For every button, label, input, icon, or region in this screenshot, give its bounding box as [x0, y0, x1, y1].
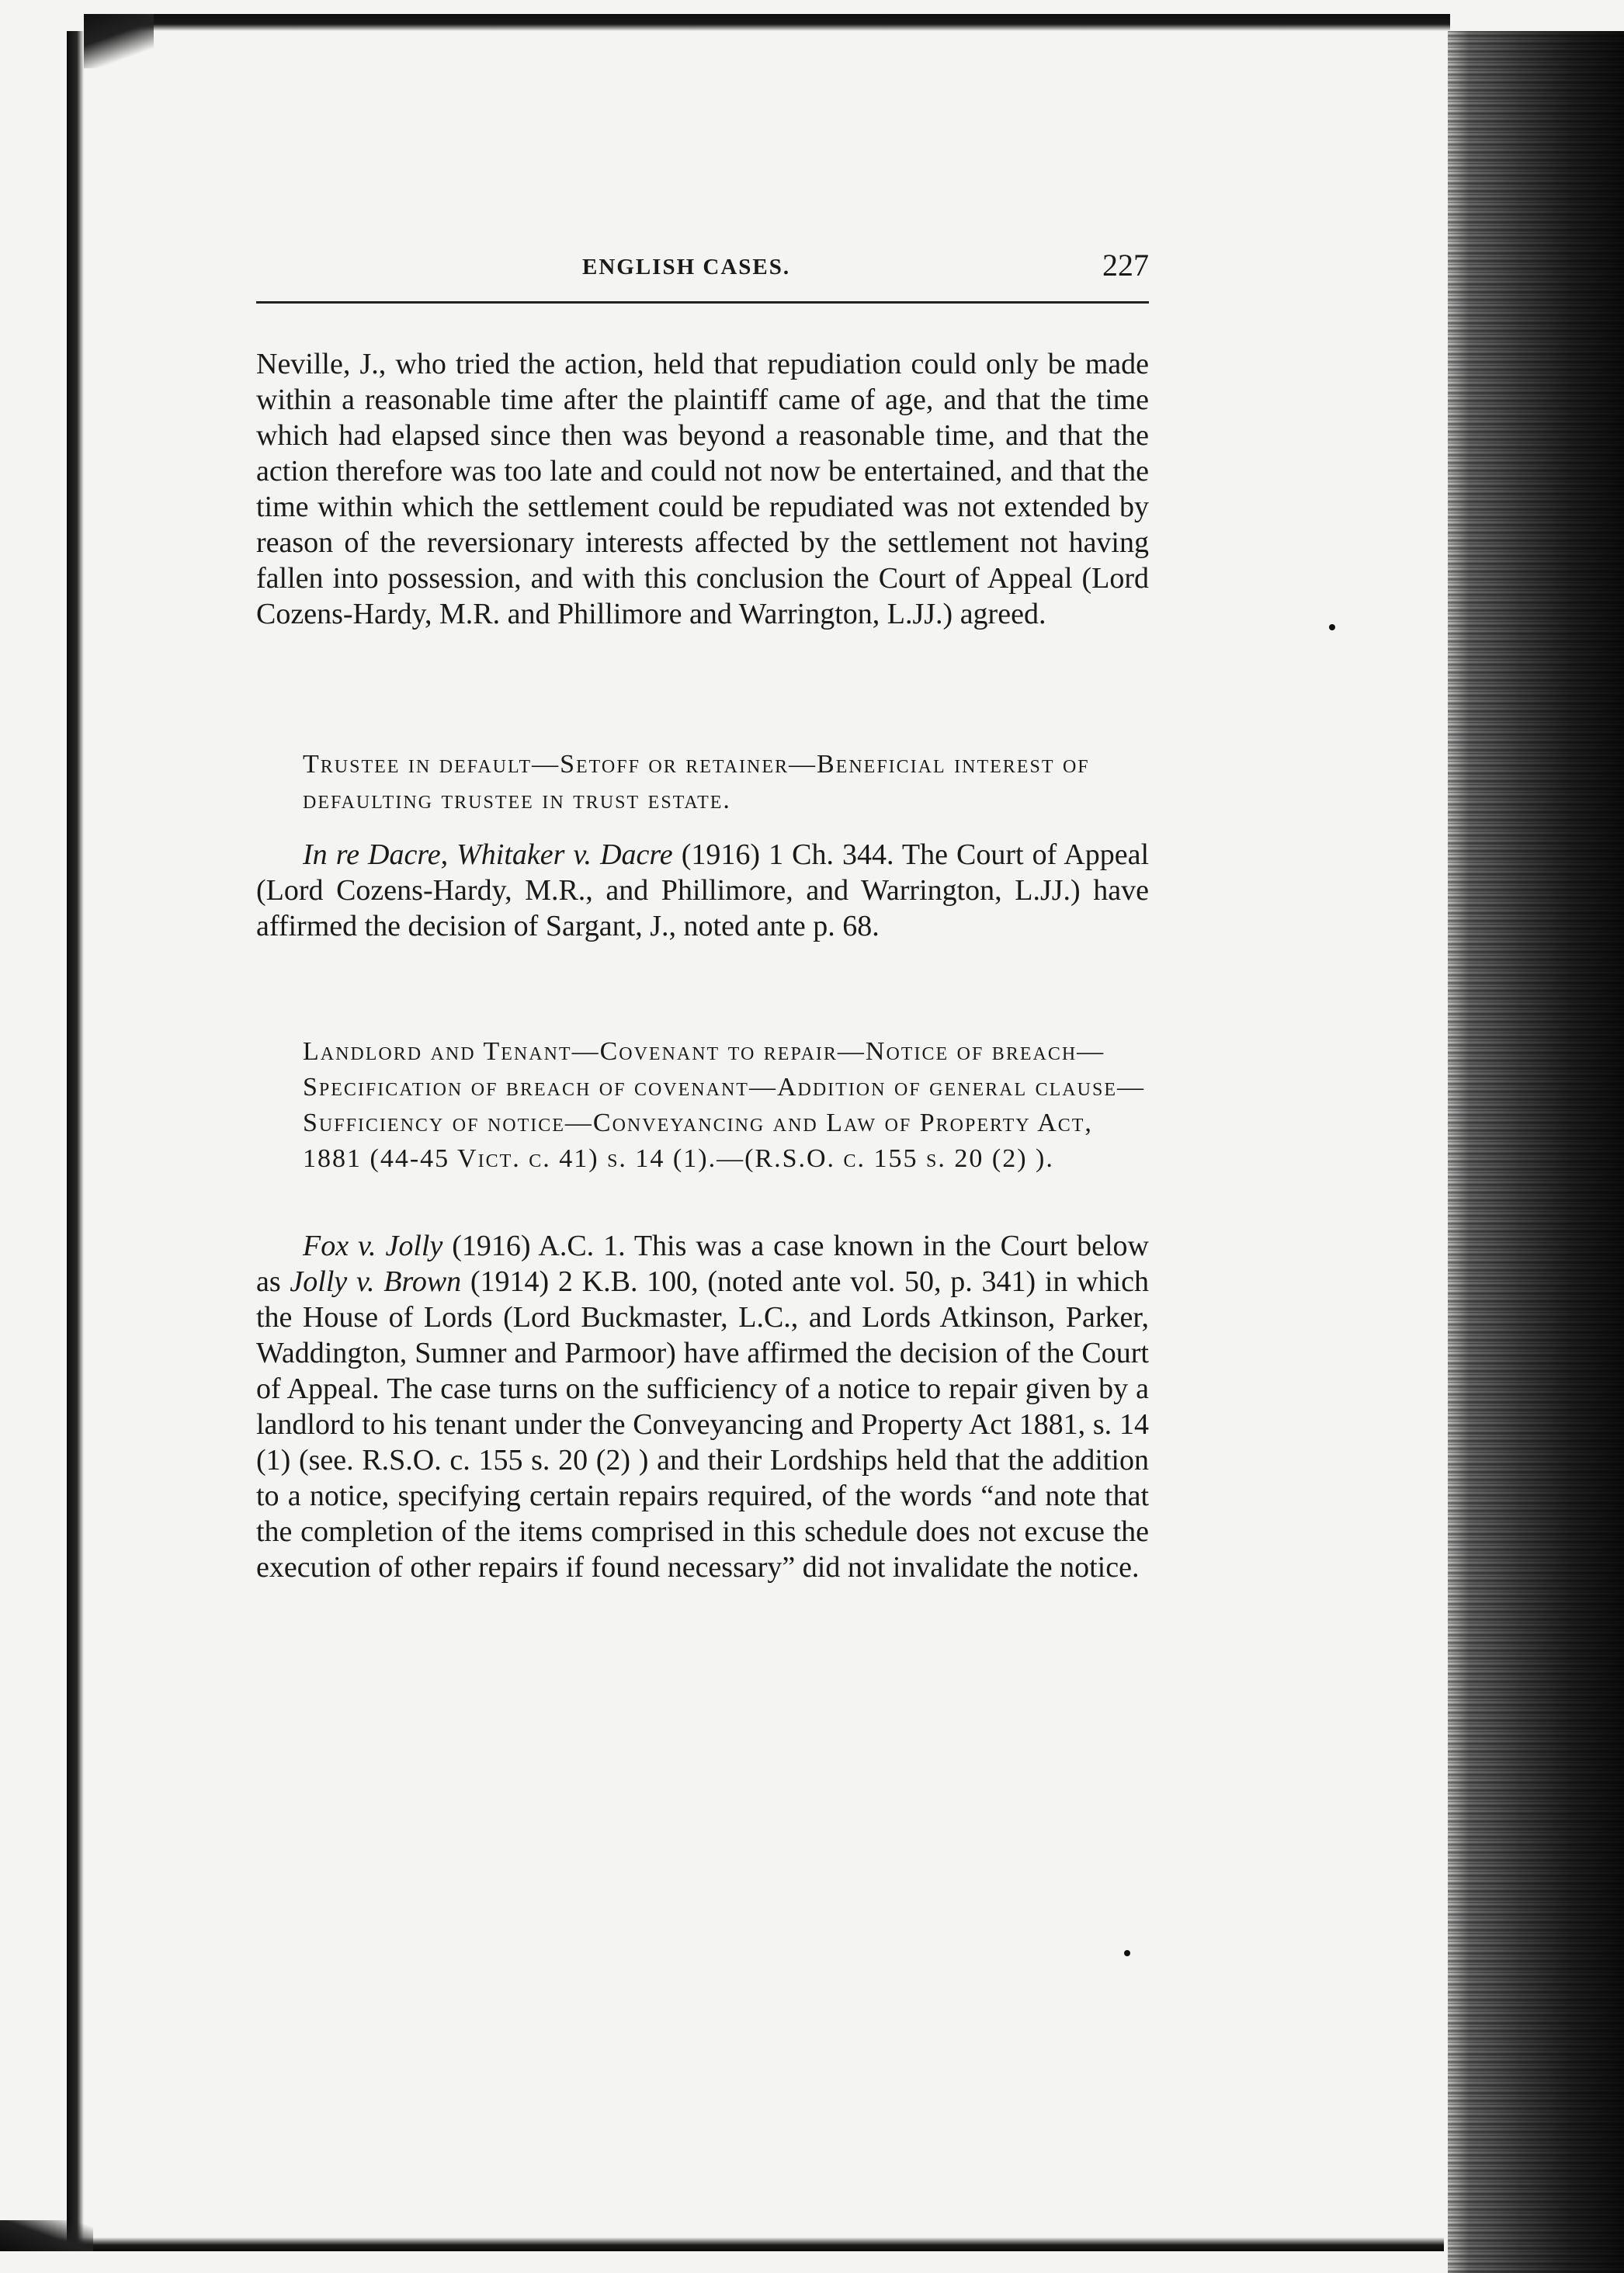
paragraph-3-text-b: (1914) 2 K.B. 100, (noted ante vol. 50, p. 341) in which the House of Lords (Lord Buckmaster, L.C., and Lords Atkinson, Parker, Waddington, Sumner and Parmoor) have affirmed the decision of the Court of Appeal. The case turns on the sufficiency of a notice to repair given by a landlord to his tenant under the Conveyancing and Property Act 1881, s. 14 (1) (see. R.S.O. c. 155 s. 20 (2) ) and their Lordships held that the addition to a notice, specifying certain repairs required, of the words “and note that the completion of the items comprised in this schedule does not excuse the execution of other repairs if found necessary” did not invalidate the notice. [256, 1265, 1149, 1584]
page-number: 227 [1102, 248, 1149, 283]
section-heading-trustee-in-default [256, 747, 1149, 818]
paragraph-2-text: (1916) 1 Ch. 344. The Court of Appeal (Lord Cozens-Hardy, M.R., and Phillimore, and Warrington, L.JJ.) have affirmed the decision of Sargant, J., noted ante p. 68. [256, 838, 1149, 942]
section-heading-landlord-and-tenant [256, 1034, 1149, 1177]
case-name-dacre: In re Dacre, Whitaker v. Dacre [303, 838, 673, 871]
paragraph-1-text: Neville, J., who tried the action, held that repudiation could only be made within a reasonable time after the plaintiff came of age, and that the time which had elapsed since then was beyond a reasonable time, and that the action therefore was too late and could not now be entertained, and that the time within which the settlement could be repudiated was not extended by reason of the reversionary interests affected by the settlement not having fallen into possession, and with this conclusion the Court of Appeal (Lord Cozens-Hardy, M.R. and Phillimore and Warrington, L.JJ.) agreed. [256, 348, 1149, 630]
scan-corner-bottom-left [0, 2220, 93, 2251]
header-rule [256, 301, 1149, 304]
scan-edge-left [67, 31, 84, 2251]
scan-speck [1329, 624, 1335, 630]
scan-corner-top-left [84, 14, 154, 68]
running-head [256, 247, 1149, 293]
scan-edge-right [1448, 31, 1624, 2273]
scan-edge-bottom [16, 2237, 1444, 2251]
case-name-jolly-v-brown: Jolly v. Brown [290, 1265, 462, 1298]
paragraph-3-text-a: (1916) A.C. 1. This was a case known in the Court below as [256, 1230, 1149, 1298]
paragraph-continuation [256, 346, 1149, 632]
scan-speck [1124, 1950, 1130, 1956]
heading-1-text: Trustee in default—Setoff or retainer—Beneficial interest of defaulting trustee in trust estate. [303, 750, 1090, 814]
scan-edge-top [84, 14, 1450, 31]
paragraph-fox-v-jolly [256, 1228, 1149, 1585]
case-name-fox-v-jolly: Fox v. Jolly [303, 1230, 443, 1262]
heading-2-text: Landlord and Tenant—Covenant to repair—Notice of breach—Specification of breach of covenant—Addition of general clause—Sufficiency of notice—Conveyancing and Law of Property Act, 1881 (44-45 Vict. c. 41) s. 14 (1).—(R.S.O. c. 155 s. 20 (2) ). [303, 1037, 1145, 1173]
running-title: ENGLISH CASES. [582, 255, 791, 279]
paragraph-in-re-dacre [256, 837, 1149, 944]
